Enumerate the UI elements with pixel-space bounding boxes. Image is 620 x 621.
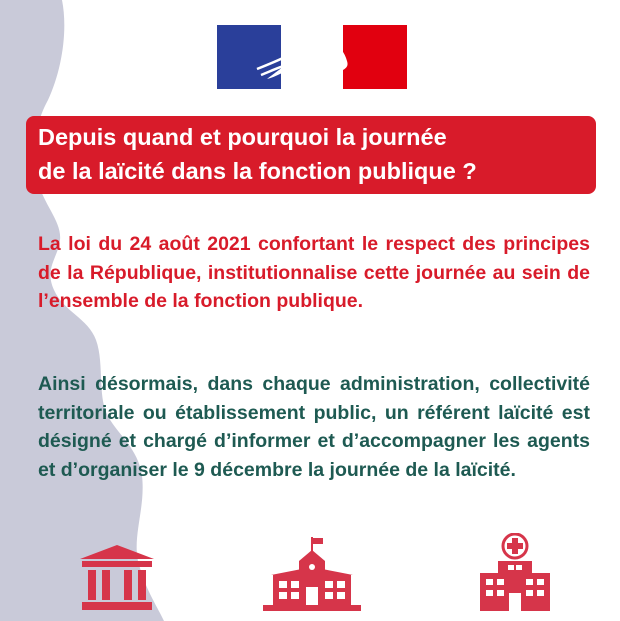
town-hall-icon bbox=[263, 537, 361, 613]
referent-paragraph: Ainsi désormais, dans chaque administration, collectivité territoriale ou établissement public, un référent laïcité est désigné et chargé d’informer et d’accompagner les agents et d’organiser le 9 décembre la journée de la laïcité. bbox=[38, 373, 590, 481]
title-line-1: Depuis quand et pourquoi la journée bbox=[38, 124, 447, 150]
title-banner bbox=[26, 116, 596, 194]
hospital-icon bbox=[478, 533, 552, 613]
title-line-2: de la laïcité dans la fonction publique ? bbox=[38, 158, 477, 184]
administration-building-icon bbox=[80, 545, 154, 611]
marianne-logo-icon bbox=[217, 25, 407, 89]
law-paragraph: La loi du 24 août 2021 confortant le respect des principes de la République, institutionnalise cette journée au sein de l’ensemble de la fonction publique. bbox=[38, 233, 590, 312]
